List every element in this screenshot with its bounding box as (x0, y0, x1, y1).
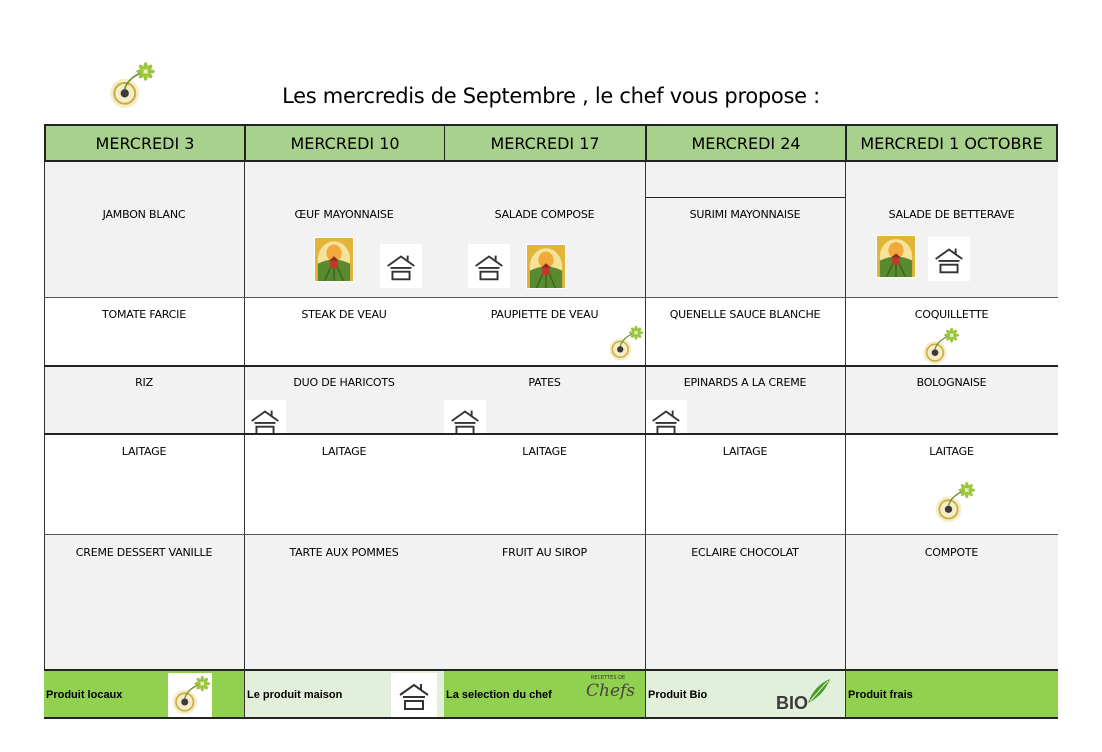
dish-label: SALADE COMPOSE (494, 208, 595, 221)
grid-line (244, 162, 245, 669)
dish-label: RIZ (135, 376, 153, 389)
dish-label: SALADE DE BETTERAVE (888, 208, 1015, 221)
legend-local (44, 669, 244, 719)
menu-cell (244, 535, 444, 669)
divider (645, 197, 845, 198)
dish-label: LAITAGE (121, 445, 167, 458)
dish-label: ŒUF MAYONNAISE (294, 208, 394, 221)
chef-selection-icon (586, 675, 636, 715)
dish-label: FRUIT AU SIROP (502, 546, 587, 559)
farm-product-icon (314, 237, 354, 282)
legend-chef (444, 669, 645, 719)
menu-cell (444, 434, 645, 535)
day-header-4: MERCREDI 24 (645, 124, 845, 162)
menu-cell (845, 535, 1058, 669)
grid-line (845, 162, 846, 669)
local-product-icon (168, 673, 212, 717)
local-product-icon (920, 326, 960, 366)
dish-label: SURIMI MAYONNAISE (689, 208, 801, 221)
legend-label: Produit locaux (46, 689, 123, 701)
dish-label: PAUPIETTE DE VEAU (490, 308, 599, 321)
menu-cell (44, 535, 244, 669)
house-icon (380, 244, 422, 288)
grid-line (44, 297, 1058, 298)
dish-label: DUO DE HARICOTS (293, 376, 395, 389)
day-header-3: MERCREDI 17 (444, 124, 645, 162)
local-product-icon (106, 60, 156, 115)
legend-label: La selection du chef (446, 689, 552, 701)
bio-icon-text: BIO (776, 693, 809, 713)
menu-cell (44, 298, 244, 366)
grid-line (44, 433, 1058, 435)
menu-cell (44, 162, 244, 298)
grid-line (645, 162, 646, 669)
menu-cell (44, 434, 244, 535)
page-title: Les mercredis de Septembre , le chef vous propose : (282, 84, 820, 108)
dish-label: LAITAGE (321, 445, 367, 458)
dish-label: STEAK DE VEAU (301, 308, 387, 321)
menu-cell (645, 434, 845, 535)
farm-product-icon (876, 235, 916, 278)
legend-label: Produit Bio (648, 689, 708, 701)
dish-label: TOMATE FARCIE (102, 308, 186, 321)
legend-house (244, 669, 444, 719)
house-icon (928, 237, 970, 281)
legend-fresh (845, 669, 1058, 719)
menu-cell (244, 434, 444, 535)
dish-label: COMPOTE (924, 546, 979, 559)
dish-label: CREME DESSERT VANILLE (75, 546, 213, 559)
bio-icon (774, 677, 834, 717)
dish-label: EPINARDS A LA CREME (683, 376, 807, 389)
house-icon (391, 673, 437, 717)
dish-label: ECLAIRE CHOCOLAT (691, 546, 799, 559)
grid-line (44, 365, 1058, 367)
dish-label: JAMBON BLANC (102, 208, 186, 221)
legend-label: Produit frais (848, 689, 913, 701)
dish-label: QUENELLE SAUCE BLANCHE (669, 308, 821, 321)
legend-label: Le produit maison (247, 689, 343, 701)
local-product-icon (932, 480, 976, 524)
menu-cell (244, 298, 444, 366)
chef-icon-text: Chefs (586, 681, 636, 701)
dish-label: LAITAGE (929, 445, 974, 458)
local-product-icon (602, 324, 648, 362)
farm-product-icon (526, 244, 566, 289)
house-icon (468, 244, 510, 288)
grid-line (44, 534, 1058, 535)
dish-label: BOLOGNAISE (916, 376, 987, 389)
chef-icon-small-text: RECETTES DE (590, 675, 626, 681)
grid-line (44, 162, 45, 669)
legend-bio (645, 669, 845, 719)
menu-cell (645, 298, 845, 366)
menu-cell (645, 535, 845, 669)
dish-label: LAITAGE (522, 445, 567, 458)
dish-label: COQUILLETTE (914, 308, 989, 321)
day-header-5: MERCREDI 1 OCTOBRE (845, 124, 1058, 162)
day-header-2: MERCREDI 10 (244, 124, 444, 162)
menu-cell (845, 366, 1058, 434)
menu-cell (444, 535, 645, 669)
dish-label: LAITAGE (722, 445, 768, 458)
menu-cell (645, 162, 845, 298)
menu-cell (44, 366, 244, 434)
day-header-1: MERCREDI 3 (44, 124, 244, 162)
dish-label: TARTE AUX POMMES (289, 546, 399, 559)
dish-label: PATES (528, 376, 561, 389)
